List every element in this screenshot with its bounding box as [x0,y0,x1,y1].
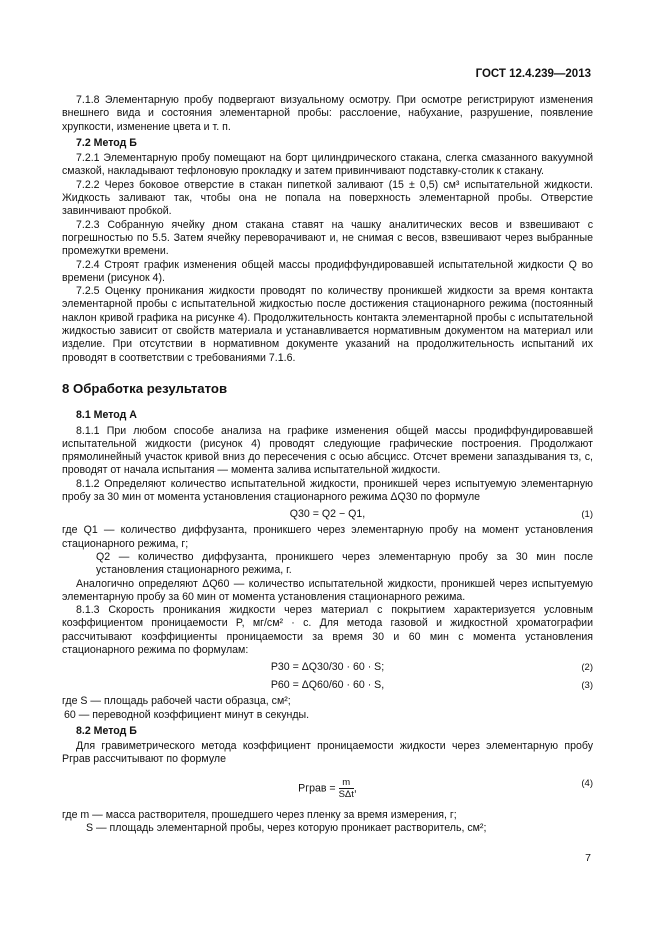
where-block-1 [62,524,593,551]
where-s-line: где S — площадь рабочей части образца, см²; [62,695,291,708]
equation-4-tail: , [353,782,357,795]
where-q1-text: — количество диффузанта, проникшего через элементарную пробу на момент установления стационарного режима, г; [62,524,593,550]
paragraph-8-1-2: 8.1.2 Определяют количество испытательной жидкости, проникшей через испытуемую элементарную пробу за 30 мин от момента установления стационарного режима ΔQ30 по формуле [62,477,593,504]
equation-3 [62,677,593,693]
where-area-line: S — площадь элементарной пробы, через которую проникает растворитель, см²; [86,822,487,835]
equation-4-formula [62,777,593,800]
where-q1-symbol: Q1 [83,524,98,537]
equation-4 [62,773,593,803]
where-q2-text: — количество диффузанта, проникшего через элементарную пробу за 30 мин после установления стационарного режима, г. [96,550,593,577]
equation-2-formula: P30 = ΔQ30/30 · 60 · S; [270,661,385,674]
equation-2-number: (2) [581,662,593,674]
paragraph-7-2-2: 7.2.2 Через боковое отверстие в стакан пипеткой заливают (15 ± 0,5) см³ испытательной жидкости. Жидкость заливают так, чтобы она не попала на поверхность элементарной пробы. Отверстие завинчивают пробкой. [62,178,593,218]
equation-4-lhs: Pграв = [298,782,336,795]
equation-2 [62,659,593,675]
paragraph-8-1-1: 8.1.1 При любом способе анализа на графике изменения общей массы продиффундировавшей испытательной жидкости (рисунок 4) проводят следующие графические построения. Продолжают прямолинейный участок кривой вниз до пересечения с осью абсцисс. Отсчет времени запаздывания τз, с, проводят от начала испытания — момента залива испытательной жидкости. [62,424,593,477]
equation-3-formula: P60 = ΔQ60/60 · 60 · S, [270,679,385,692]
paragraph-7-2-5: 7.2.5 Оценку проникания жидкости проводят по количеству проникшей жидкости за время контакта элементарной пробы с испытательной жидкостью после достижения стационарного режима (постоянный наклон кривой графика на рисунке 4). Продолжительность контакта элементарной пробы с испытательной жидкостью зависит от свойств материала и устанавливается нормативным документом на материал или изделие. При отсутствии в нормативном документе указаний на продолжительность испытаний их проводят в соответствии с требованиями 7.1.6. [62,285,593,364]
where-coefficient-line: 60 — переводной коэффициент минут в секунды. [64,708,310,721]
paragraph-8-1-3: 8.1.3 Скорость проникания жидкости через материал с покрытием характеризуется условным коэффициентом проницаемости P, мг/см² · с. Для метода газовой и жидкостной хроматографии рассчитывают коэффициенты проницаемости за время 30 и 60 мин с момента установления стационарного режима по формулам: [62,604,593,656]
paragraph-8-2: Для гравиметрического метода коэффициент проницаемости жидкости через элементарную пробу Pграв рассчитывают по формуле [62,740,593,766]
paragraph-7-2-4: 7.2.4 Строят график изменения общей массы продиффундировавшей испытательной жидкости Q во времени (рисунок 4). [62,258,593,284]
heading-7-2: 7.2 Метод Б [76,136,137,149]
where-q2-line [62,551,593,578]
equation-1-formula: Q30 = Q2 − Q1, [289,508,366,521]
paragraph-7-2-1: 7.2.1 Элементарную пробу помещают на борт цилиндрического стакана, слегка смазанного вакуумной смазкой, накладывают тефлоновую прокладку и затем привинчивают подставку-столик к стакану. [62,152,593,178]
equation-4-denominator: SΔt [338,788,354,800]
where-m-line: где m — масса растворителя, прошедшего через пленку за время измерения, г; [62,808,457,821]
paragraph-7-2-3: 7.2.3 Собранную ячейку дном стакана ставят на чашку аналитических весов и взвешивают с погрешностью по 5.5. Затем ячейку переворачивают и, не снимая с весов, взвешивают через выбранные промежутки времени. [62,218,593,258]
section-heading-8: 8 Обработка результатов [62,380,228,396]
where-q2-symbol: Q2 [96,550,111,563]
equation-1-number: (1) [581,509,593,521]
paragraph-7-1-8: 7.1.8 Элементарную пробу подвергают визуальному осмотру. При осмотре регистрируют изменения внешнего вида и состояния элементарной пробы: расслоение, набухание, разрушение, появление хрупкости, изменение цвета и т. п. [62,94,593,133]
equation-4-number: (4) [581,777,593,789]
where-lead: где [62,524,78,537]
page-number: 7 [585,852,591,864]
heading-8-2: 8.2 Метод Б [76,724,137,737]
equation-1 [62,506,593,522]
equation-3-number: (3) [581,680,593,692]
equation-4-fraction [339,777,354,800]
page-content [62,94,593,835]
paragraph-analog: Аналогично определяют ΔQ60 — количество испытательной жидкости, проникшей через испытуемую элементарную пробу за 60 мин от момента установления стационарного режима. [62,577,593,603]
heading-8-1: 8.1 Метод А [76,409,137,422]
standard-header: ГОСТ 12.4.239—2013 [475,68,591,80]
equation-4-numerator: m [339,777,354,789]
